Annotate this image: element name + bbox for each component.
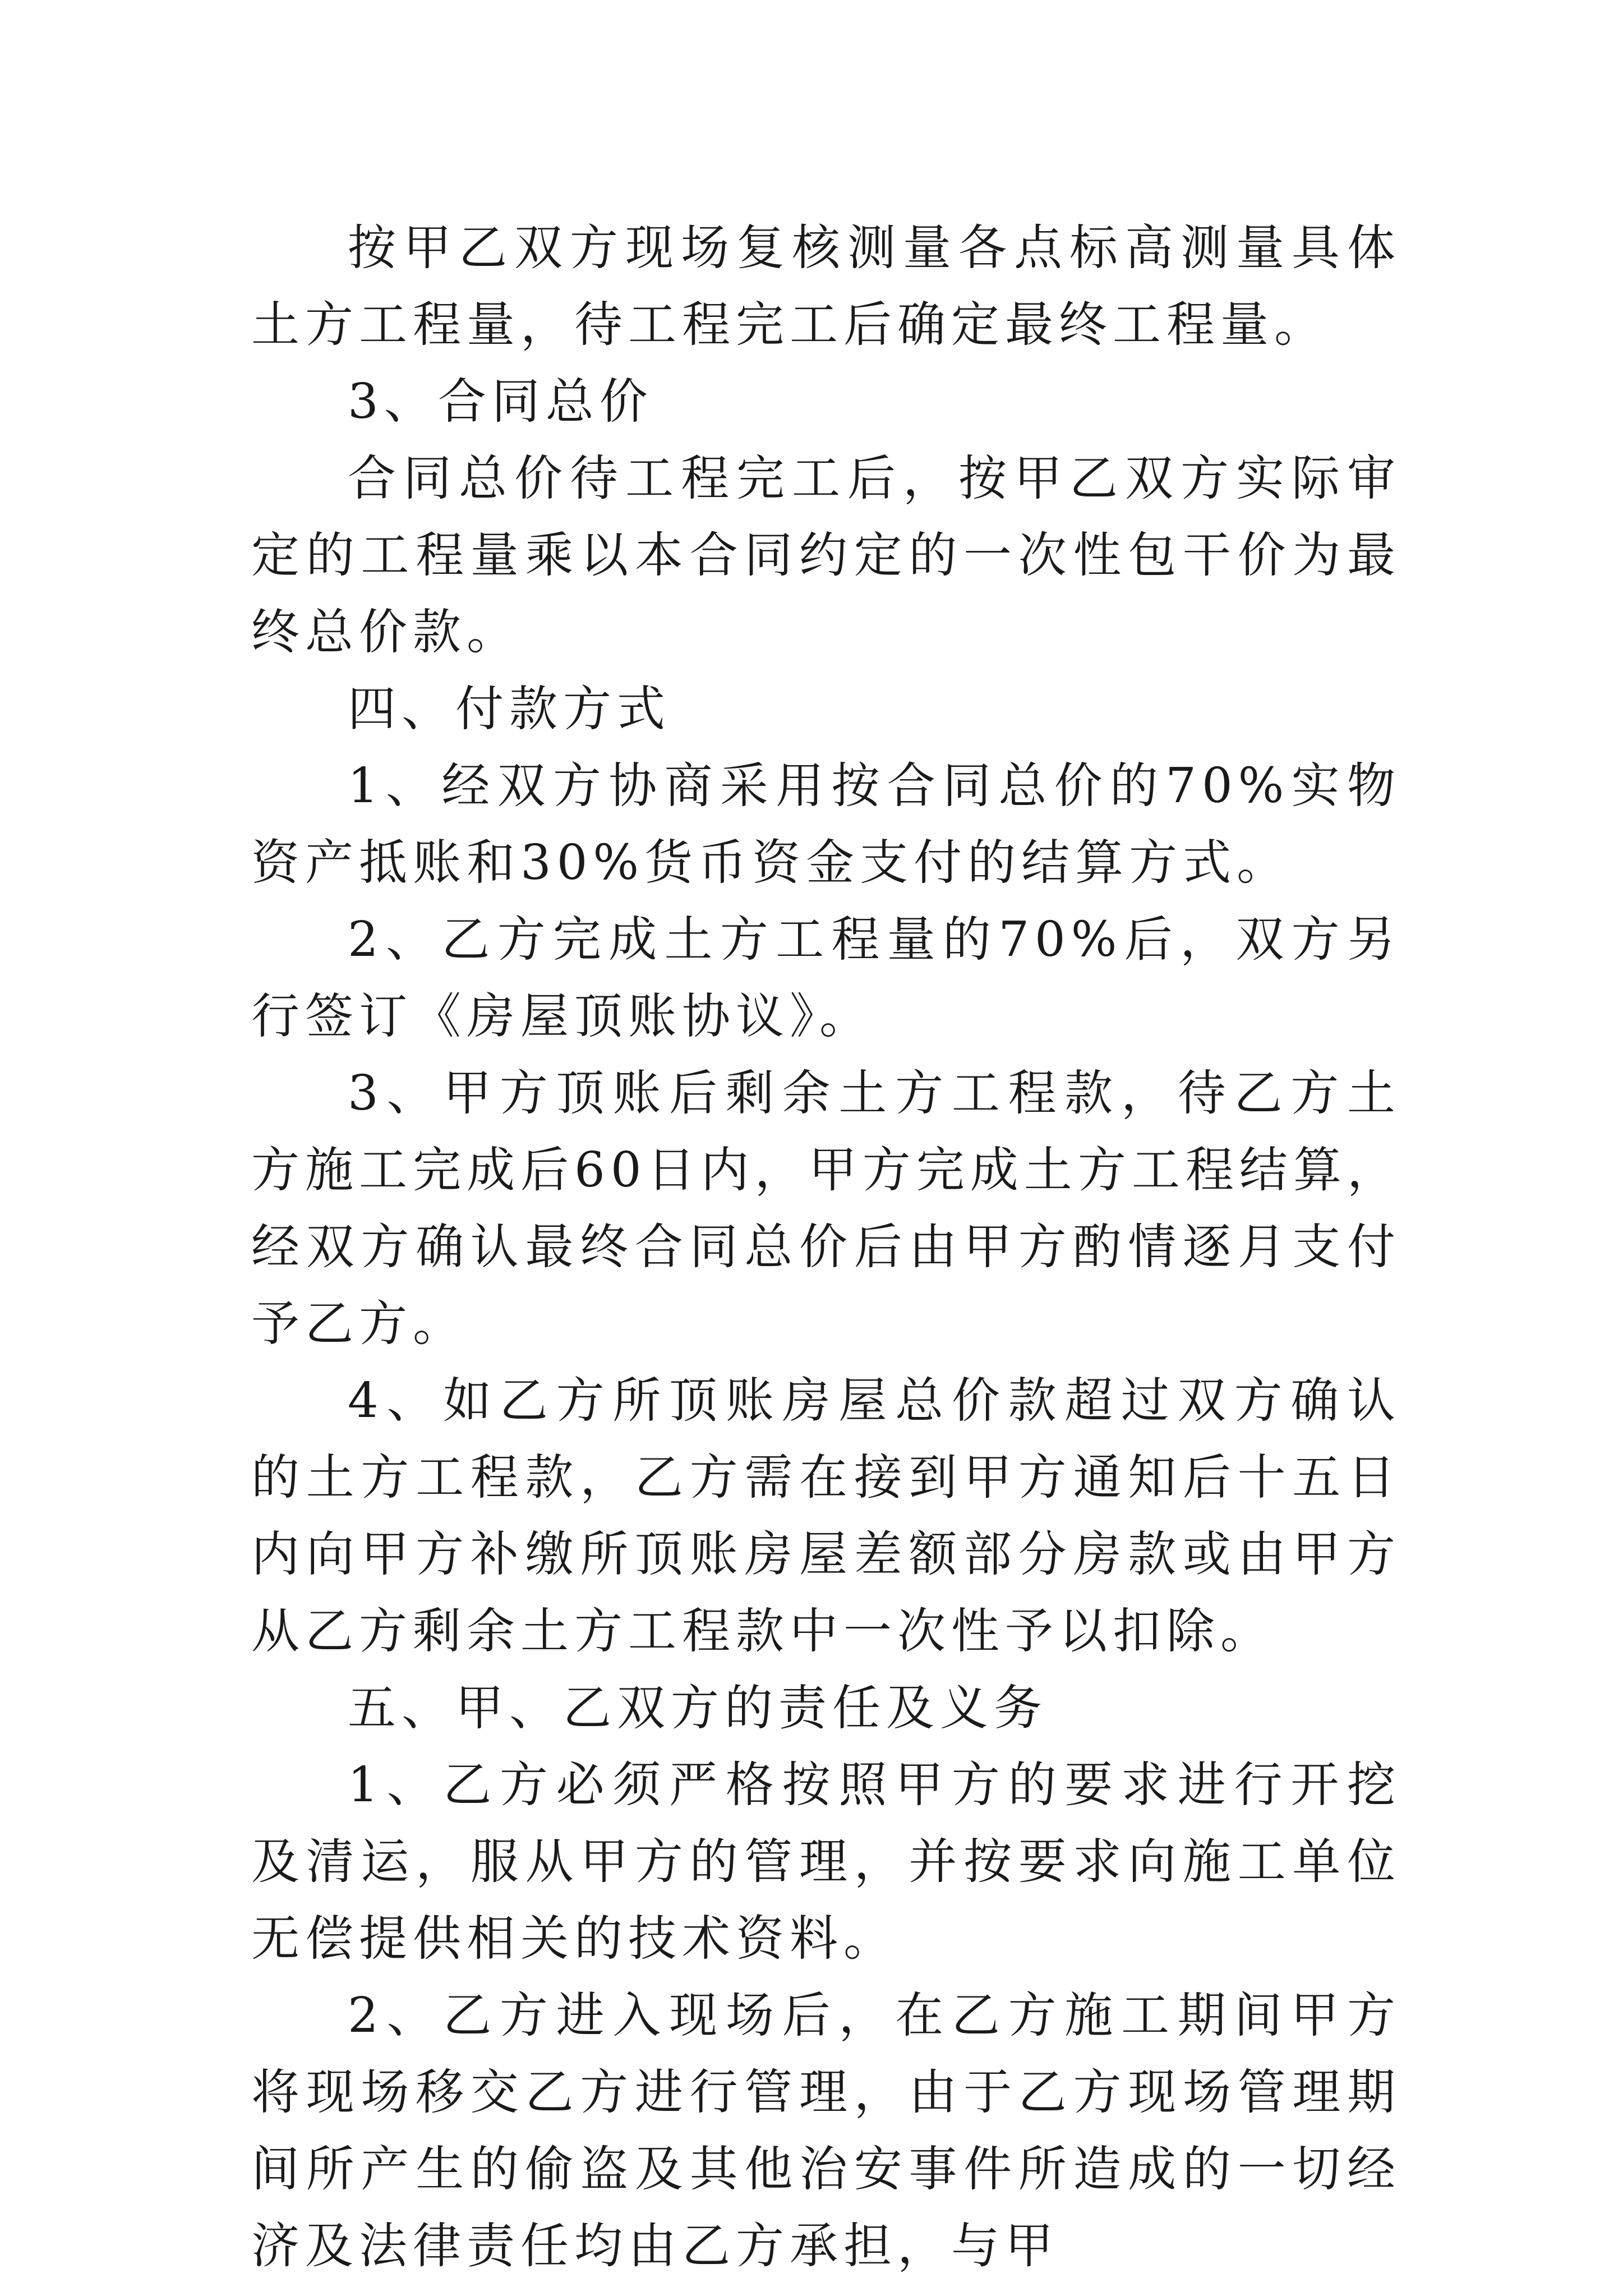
paragraph-payment-1: 1、经双方协商采用按合同总价的70%实物资产抵账和30%货币资金支付的结算方式。 — [251, 758, 1401, 891]
section-heading-contract-total: 3、合同总价 — [348, 374, 653, 430]
paragraph-quantity-review: 按甲乙双方现场复核测量各点标高测量具体土方工程量，待工程完工后确定最终工程量。 — [251, 220, 1401, 353]
paragraph-contract-total: 合同总价待工程完工后，按甲乙双方实际审定的工程量乘以本合同约定的一次性包干价为最终总价款。 — [251, 450, 1401, 660]
paragraph-responsibility-2: 2、乙方进入现场后，在乙方施工期间甲方将现场移交乙方进行管理，由于乙方现场管理期间所产生的偷盗及其他治安事件所造成的一切经济及法律责任均由乙方承担，与甲 — [251, 1987, 1401, 2274]
section-heading-payment-method: 四、付款方式 — [348, 681, 671, 737]
paragraph-responsibility-1: 1、乙方必须严格按照甲方的要求进行开挖及清运，服从甲方的管理，并按要求向施工单位无偿提供相关的技术资料。 — [251, 1757, 1401, 1967]
section-heading-responsibilities: 五、甲、乙双方的责任及义务 — [348, 1680, 1048, 1736]
paragraph-payment-3: 3、甲方顶账后剩余土方工程款，待乙方土方施工完成后60日内，甲方完成土方工程结算，经双方确认最终合同总价后由甲方酌情逐月支付予乙方。 — [251, 1065, 1401, 1352]
paragraph-payment-2: 2、乙方完成土方工程量的70%后，双方另行签订《房屋顶账协议》。 — [251, 912, 1401, 1045]
paragraph-payment-4: 4、如乙方所顶账房屋总价款超过双方确认的土方工程款，乙方需在接到甲方通知后十五日内向甲方补缴所顶账房屋差额部分房款或由甲方从乙方剩余土方工程款中一次性予以扣除。 — [251, 1373, 1401, 1659]
document-body — [251, 210, 1401, 2285]
